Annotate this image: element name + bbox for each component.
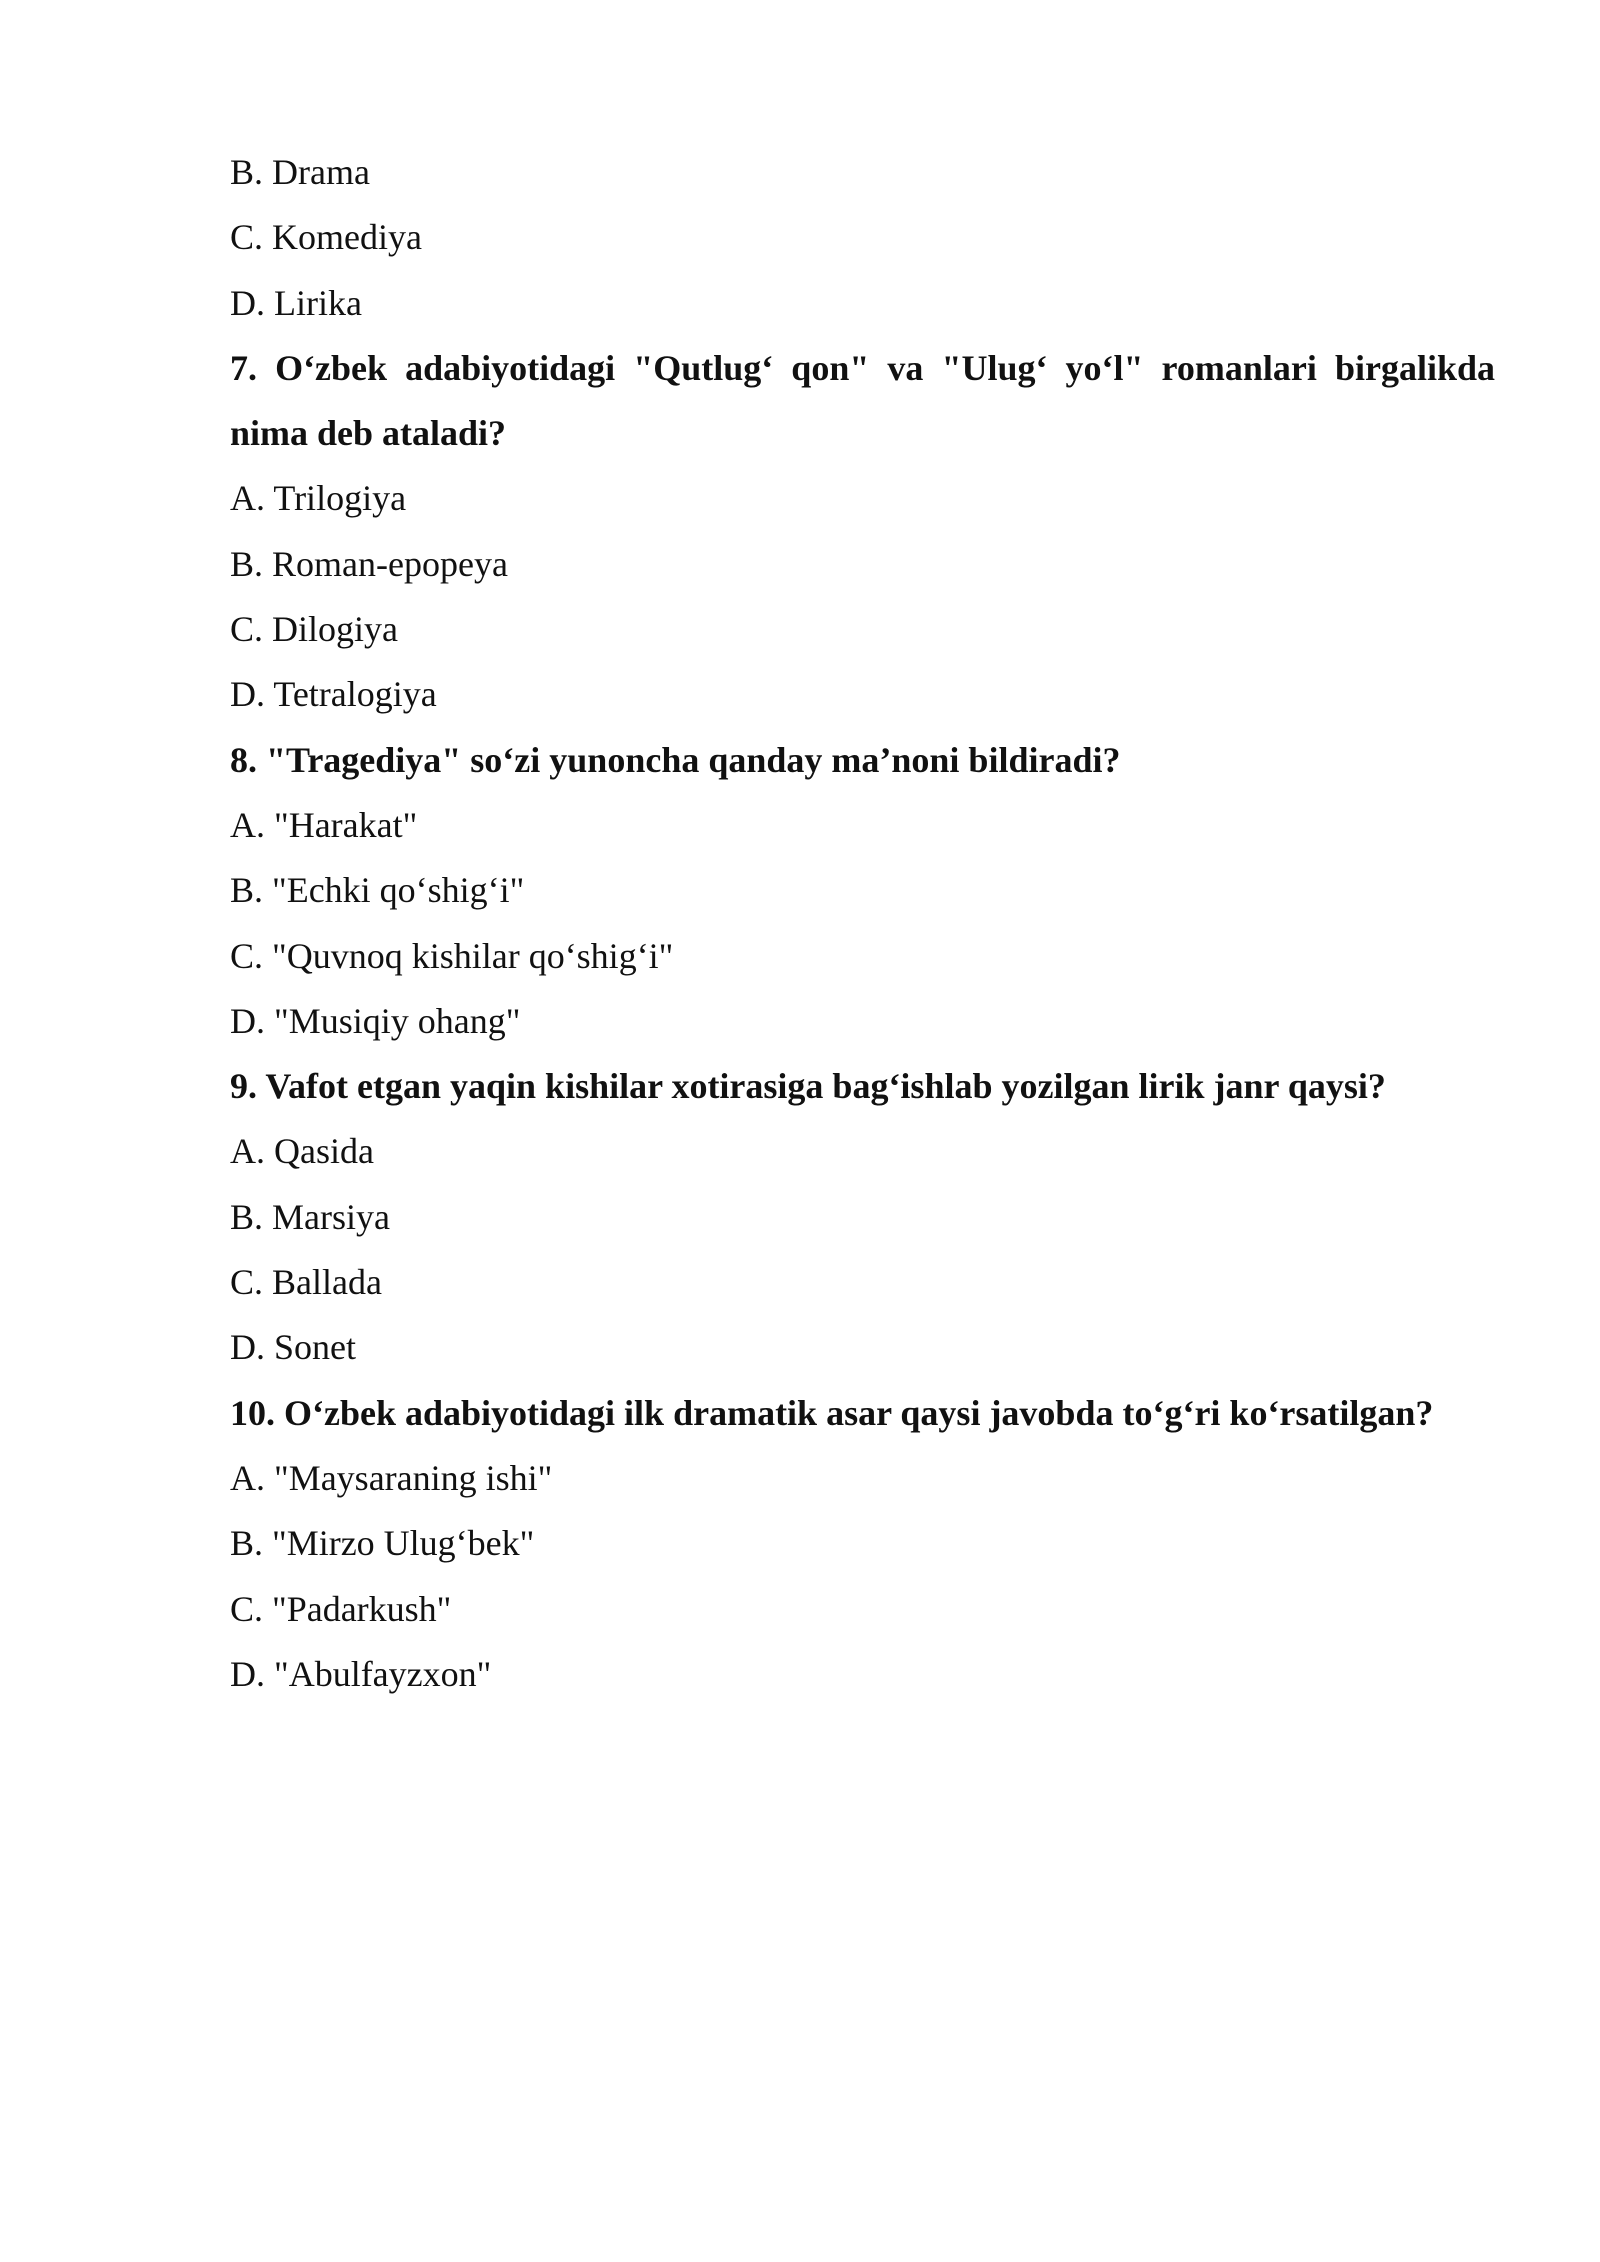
answer-option: D. "Musiqiy ohang" (230, 1000, 521, 1041)
answer-option: D. "Abulfayzxon" (230, 1653, 492, 1694)
answer-option: D. Lirika (230, 282, 362, 323)
answer-option: C. Ballada (230, 1262, 382, 1303)
answer-option: B. "Echki qo‘shig‘i" (230, 870, 525, 911)
answer-option: A. "Maysaraning ishi" (230, 1457, 553, 1498)
answer-option: C. Komediya (230, 217, 422, 258)
answer-option: A. Trilogiya (230, 478, 407, 519)
question-7: 7. O‘zbek adabiyotidagi "Qutlug‘ qon" va "Ulug‘ yo‘l" romanlari birgalikda nima deb ataladi? (230, 347, 1495, 454)
answer-option: B. "Mirzo Ulug‘bek" (230, 1523, 535, 1564)
answer-option: D. Sonet (230, 1327, 356, 1368)
answer-option: C. Dilogiya (230, 609, 398, 650)
question-10: 10. O‘zbek adabiyotidagi ilk dramatik asar qaysi javobda to‘g‘ri ko‘rsatilgan? (230, 1392, 1434, 1433)
answer-option: C. "Quvnoq kishilar qo‘shig‘i" (230, 935, 674, 976)
answer-option: B. Marsiya (230, 1196, 390, 1237)
answer-option: D. Tetralogiya (230, 674, 437, 715)
answer-option: A. Qasida (230, 1131, 374, 1172)
question-9: 9. Vafot etgan yaqin kishilar xotirasiga bag‘ishlab yozilgan lirik janr qaysi? (230, 1066, 1386, 1107)
answer-option: B. Roman-epopeya (230, 543, 508, 584)
answer-option: C. "Padarkush" (230, 1588, 452, 1629)
answer-option: B. Drama (230, 152, 370, 192)
question-8: 8. "Tragediya" so‘zi yunoncha qanday ma’noni bildiradi? (230, 739, 1121, 780)
document-page (230, 140, 1495, 1707)
answer-option: A. "Harakat" (230, 804, 418, 845)
